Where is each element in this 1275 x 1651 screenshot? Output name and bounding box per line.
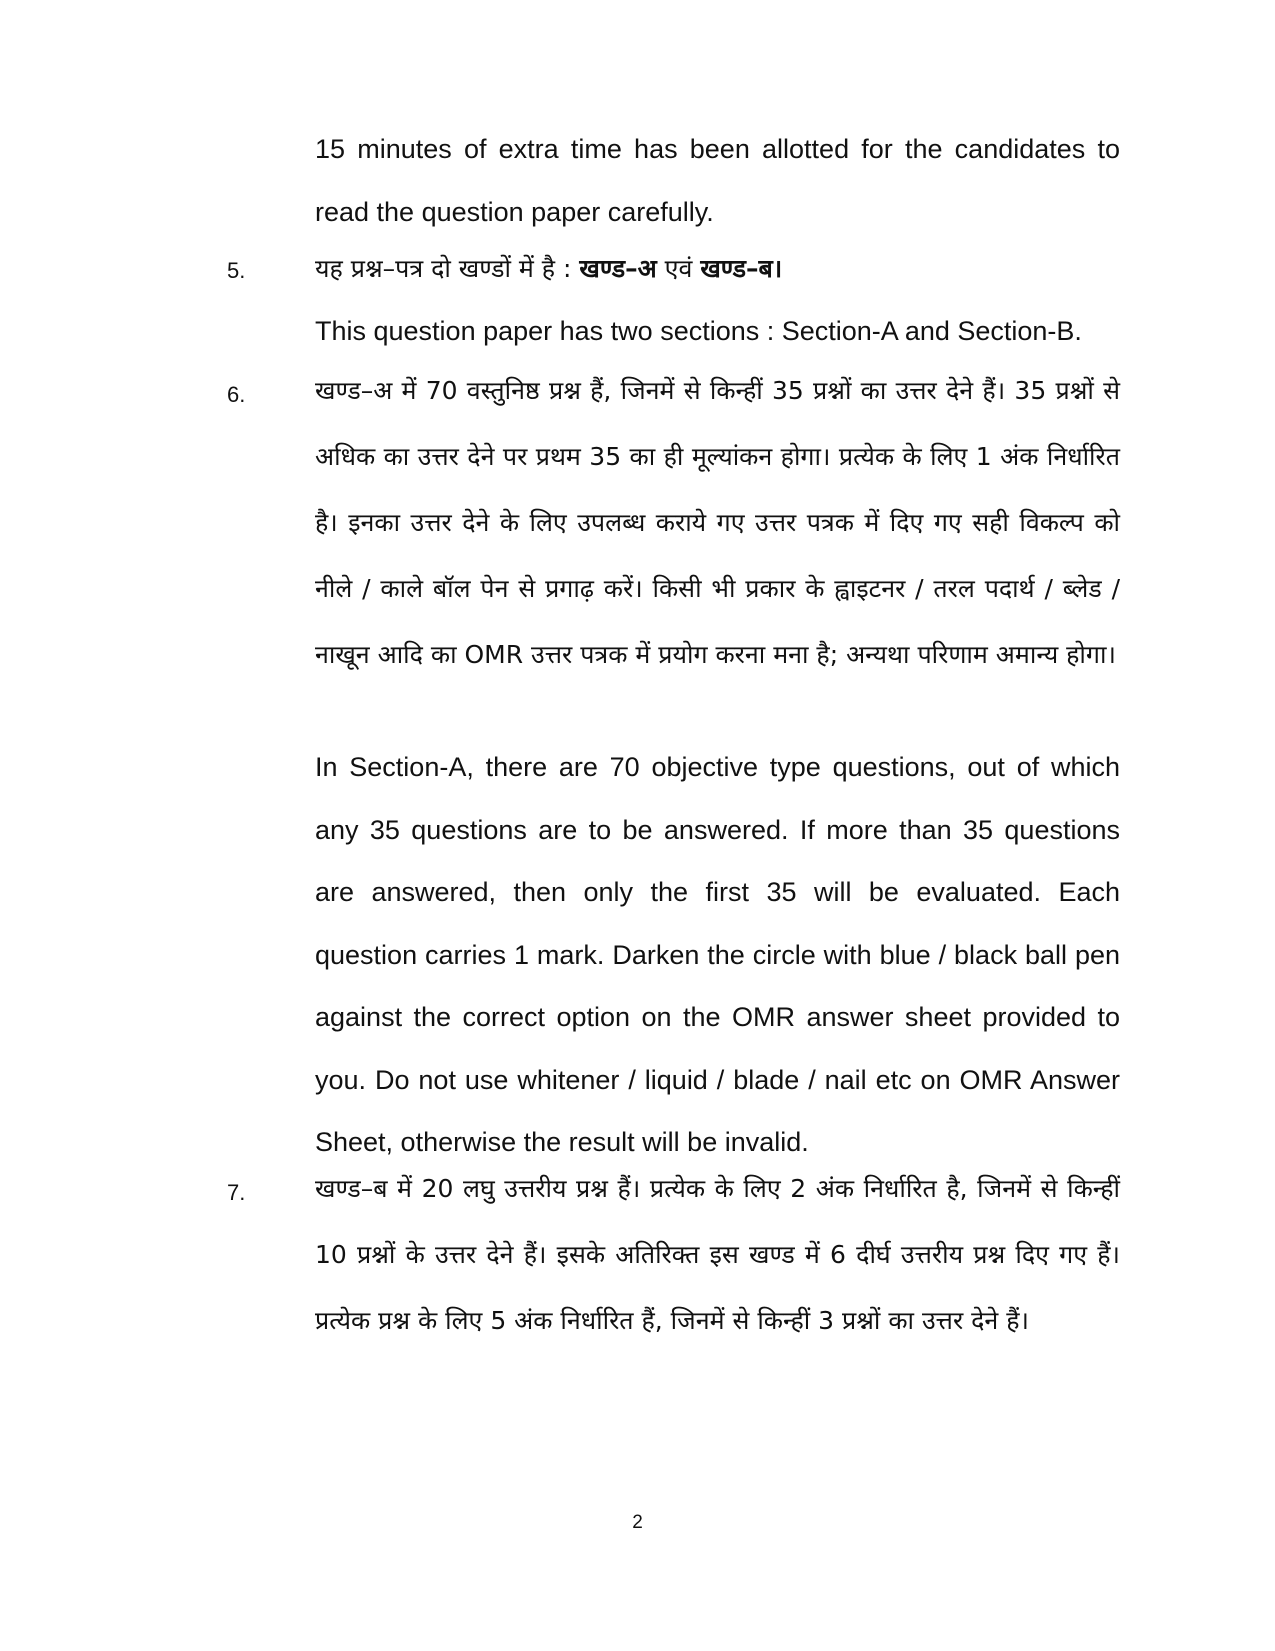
item-number-5: 5. — [227, 258, 246, 283]
instruction-5-hindi-text: यह प्रश्न–पत्र दो खण्डों में है : — [315, 254, 580, 283]
item-number-7: 7. — [227, 1180, 246, 1205]
instruction-5-hindi-join: एवं — [656, 254, 701, 283]
instruction-6-hindi: खण्ड–अ में 70 वस्तुनिष्ठ प्रश्न हैं, जिनमें से किन्हीं 35 प्रश्नों का उत्तर देने हैं। 35 प्रश्नों से अधिक का उत्तर देने पर प्रथम 35 का ही मूल्यांकन होगा। प्रत्येक के लिए 1 अंक निर्धारित है। इनका उत्तर देने के लिए उपलब्ध कराये गए उत्तर पत्रक में दिए गए सही विकल्प को नीले / काले बॉल पेन से प्रगाढ़ करें। किसी भी प्रकार के ह्वाइटनर / तरल पदार्थ / ब्लेड / नाखून आदि का OMR उत्तर पत्रक में प्रयोग करना मना है; अन्यथा परिणाम अमान्य होगा। — [315, 376, 1120, 669]
instruction-6-english: In Section-A, there are 70 objective type questions, out of which any 35 questions are to be answered. If more than 35 questions are answered, then only the first 35 will be evaluated. Each question carries 1 mark. Darken the circle with blue / black ball pen against the correct option on the OMR answer sheet provided to you. Do not use whitener / liquid / blade / nail etc on OMR Answer Sheet, otherwise the result will be invalid. — [315, 752, 1120, 1157]
section-a-label-hindi: खण्ड–अ — [579, 254, 657, 283]
page-number: 2 — [632, 1512, 643, 1533]
section-b-label-hindi: खण्ड–ब। — [700, 254, 783, 283]
instruction-7-hindi: खण्ड–ब में 20 लघु उत्तरीय प्रश्न हैं। प्रत्येक के लिए 2 अंक निर्धारित है, जिनमें से किन्हीं 10 प्रश्नों के उत्तर देने हैं। इसके अतिरिक्त इस खण्ड में 6 दीर्घ उत्तरीय प्रश्न दिए गए हैं। प्रत्येक प्रश्न के लिए 5 अंक निर्धारित हैं, जिनमें से किन्हीं 3 प्रश्नों का उत्तर देने हैं। — [315, 1174, 1120, 1335]
item-number-6: 6. — [227, 382, 246, 407]
instruction-4-continuation: 15 minutes of extra time has been allotted for the candidates to read the question paper carefully. — [315, 134, 1120, 227]
instruction-5-hindi — [315, 236, 1120, 302]
instruction-5-english: This question paper has two sections : Section-A and Section-B. — [315, 316, 1082, 346]
